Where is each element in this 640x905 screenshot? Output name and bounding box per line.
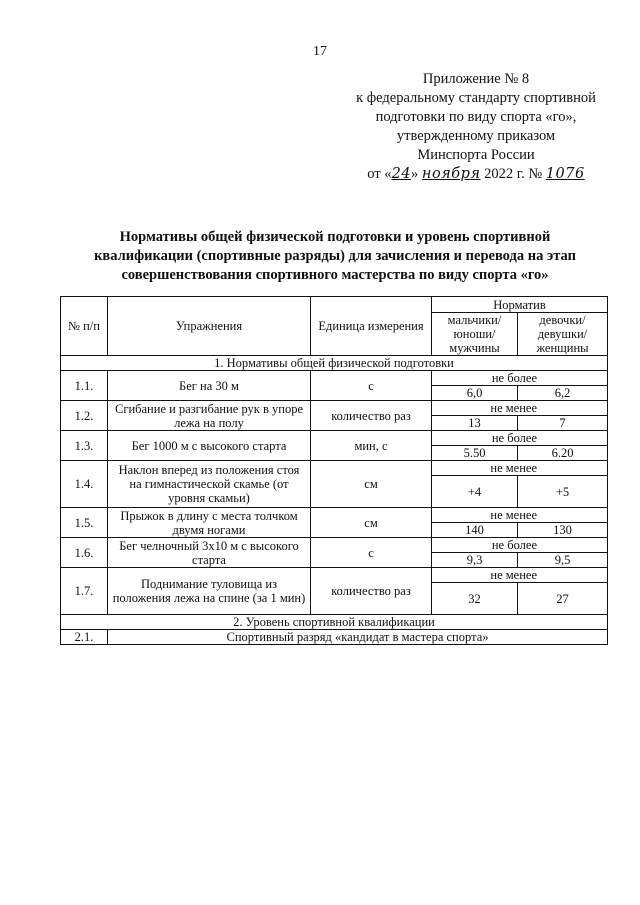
header-num: № п/п [61,297,108,356]
row-unit: мин, с [311,431,432,461]
row-girls-value: +5 [518,476,608,508]
table-row [61,401,608,416]
row-girls-value: 130 [518,523,608,538]
appendix-header [340,70,612,184]
row-criterion: не менее [432,461,608,476]
norms-table [60,296,608,645]
title-line: совершенствования спортивного мастерства по виду спорта «го» [121,267,549,283]
table-row [61,568,608,583]
table-row [61,630,608,645]
row-girls-value: 27 [518,583,608,615]
handwritten-day: 24 [391,166,412,182]
row-num: 1.4. [61,461,108,508]
row-num: 1.2. [61,401,108,431]
document-title [60,228,610,285]
table-row [61,431,608,446]
row-num: 2.1. [61,630,108,645]
row-criterion: не менее [432,401,608,416]
row-exercise: Прыжок в длину с места толчком двумя ногами [108,508,311,538]
header-norm: Норматив [432,297,608,313]
row-exercise: Сгибание и разгибание рук в упоре лежа на полу [108,401,311,431]
row-boys-value: 140 [432,523,518,538]
appendix-line: подготовки по виду спорта «го», [375,109,577,125]
row-criterion: не более [432,538,608,553]
appendix-line: Минспорта России [417,147,535,163]
table-row [61,461,608,476]
table-row [61,538,608,553]
date-prefix: от « [367,166,392,182]
handwritten-order-number: 1076 [545,166,585,182]
section-heading: 2. Уровень спортивной квалификации [61,615,608,630]
date-year: 2022 г. № [480,166,546,182]
appendix-line: к федеральному стандарту спортивной [356,90,596,106]
header-girls: девочки/ девушки/ женщины [518,313,608,356]
appendix-title: Приложение № 8 [422,71,530,87]
row-boys-value: 9,3 [432,553,518,568]
handwritten-month: ноября [421,166,481,182]
page-number: 17 [313,44,327,59]
row-num: 1.7. [61,568,108,615]
row-boys-value: 13 [432,416,518,431]
row-num: 1.1. [61,371,108,401]
row-criterion: не менее [432,508,608,523]
order-date-line [340,165,612,184]
row-boys-value: 6,0 [432,386,518,401]
row-exercise: Бег челночный 3х10 м с высокого старта [108,538,311,568]
row-qualification: Спортивный разряд «кандидат в мастера спорта» [108,630,608,645]
title-line: квалификации (спортивные разряды) для зачисления и перевода на этап [94,248,576,264]
header-unit: Единица измерения [311,297,432,356]
row-boys-value: +4 [432,476,518,508]
row-unit: см [311,461,432,508]
row-girls-value: 9,5 [518,553,608,568]
row-exercise: Поднимание туловища из положения лежа на спине (за 1 мин) [108,568,311,615]
row-boys-value: 5.50 [432,446,518,461]
table-row [61,371,608,386]
row-unit: с [311,538,432,568]
row-num: 1.6. [61,538,108,568]
header-exercise: Упражнения [108,297,311,356]
table-row [61,508,608,523]
section-heading: 1. Нормативы общей физической подготовки [61,356,608,371]
header-boys: мальчики/ юноши/ мужчины [432,313,518,356]
row-unit: количество раз [311,568,432,615]
row-girls-value: 7 [518,416,608,431]
row-criterion: не менее [432,568,608,583]
row-criterion: не более [432,431,608,446]
row-criterion: не более [432,371,608,386]
title-line: Нормативы общей физической подготовки и уровень спортивной [119,229,551,245]
appendix-line: утвержденному приказом [396,128,556,144]
row-num: 1.5. [61,508,108,538]
row-unit: с [311,371,432,401]
row-unit: количество раз [311,401,432,431]
row-exercise: Бег 1000 м с высокого старта [108,431,311,461]
row-girls-value: 6.20 [518,446,608,461]
row-num: 1.3. [61,431,108,461]
row-unit: см [311,508,432,538]
row-girls-value: 6,2 [518,386,608,401]
row-boys-value: 32 [432,583,518,615]
date-mid: » [411,166,422,182]
row-exercise: Наклон вперед из положения стоя на гимнастической скамье (от уровня скамьи) [108,461,311,508]
row-exercise: Бег на 30 м [108,371,311,401]
